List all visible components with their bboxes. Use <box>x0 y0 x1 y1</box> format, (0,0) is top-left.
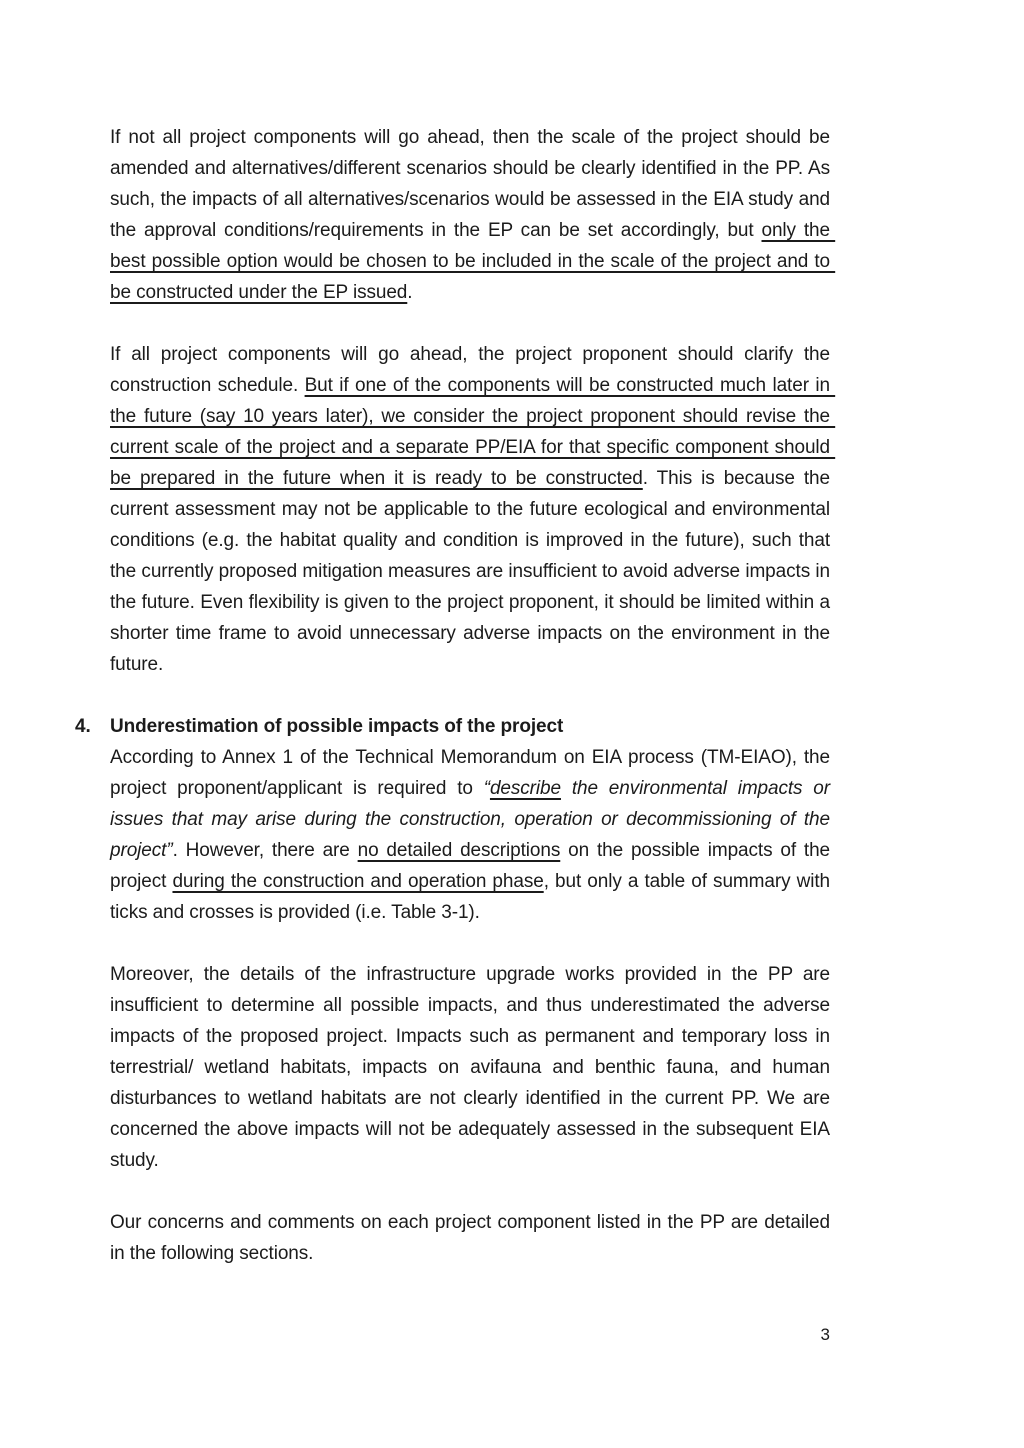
text-run: describe <box>489 778 561 799</box>
text-run: during the construction and operation phase <box>172 871 544 892</box>
text-run: If all project components will go ahead, the project proponent should clarify the construction schedule. <box>110 344 836 396</box>
text-run: Our concerns and comments on each project component listed in the PP are detailed in the following sections. <box>110 1212 836 1264</box>
text-column <box>75 122 836 1300</box>
text-run: no detailed descriptions <box>357 840 561 861</box>
text-run: Moreover, the details of the infrastructure upgrade works provided in the PP are insufficient to determine all possible impacts, and thus underestimated the adverse impacts of the proposed project. Impacts such as permanent and temporary loss in terrestrial/ wetland habitats, impacts on avifauna and benthic fauna, and human disturbances to wetland habitats are not clearly identified in the current PP. We are concerned the above impacts will not be adequately assessed in the subsequent EIA study. <box>110 964 836 1171</box>
text-run: . This is because the current assessment may not be applicable to the future ecological and environmental conditions (e.g. the habitat quality and condition is improved in the future), such that the currently proposed mitigation measures are insufficient to avoid adverse impacts in the future. Even flexibility is given to the project proponent, it should be limited within a shorter time frame to avoid unnecessary adverse impacts on the environment in the future. <box>110 468 836 675</box>
page-number: 3 <box>820 1325 830 1344</box>
text-run: If not all project components will go ahead, then the scale of the project should be amended and alternatives/different scenarios should be clearly identified in the PP. As such, the impacts of all alternatives/scenarios would be assessed in the EIA study and the approval conditions/requirements in the EP can be set accordingly, but <box>110 127 836 241</box>
text-run: According to Annex 1 of the Technical Memorandum on EIA process (TM-EIAO), the project proponent/applicant is required to <box>110 747 836 799</box>
paragraph <box>110 959 836 1176</box>
text-run: , but only a table of summary with ticks and crosses is provided (i.e. Table 3-1). <box>110 871 836 923</box>
heading-number: 4. <box>75 716 91 737</box>
text-run: . <box>407 282 413 303</box>
text-run: only the best possible option would be chosen to be included in the scale of the project and to be constructed under the EP issued <box>110 220 836 303</box>
text-run: . However, there are <box>172 840 358 861</box>
paragraph <box>110 122 836 308</box>
paragraph <box>110 339 836 680</box>
paragraph <box>110 1207 836 1269</box>
text-run: the environmental impacts or issues that may arise during the construction, operation or decommissioning of the project” <box>110 778 836 861</box>
section-heading <box>75 711 830 742</box>
text-run: Underestimation of possible impacts of the project <box>110 716 564 737</box>
text-run: “ <box>483 778 490 799</box>
text-run: But if one of the components will be constructed much later in the future (say 10 years later), we consider the project proponent should revise the current scale of the project and a separate PP/EIA for that specific component should be prepared in the future when it is ready to be constructed <box>110 375 836 489</box>
paragraph <box>110 742 836 928</box>
text-run: on the possible impacts of the project <box>110 840 836 892</box>
